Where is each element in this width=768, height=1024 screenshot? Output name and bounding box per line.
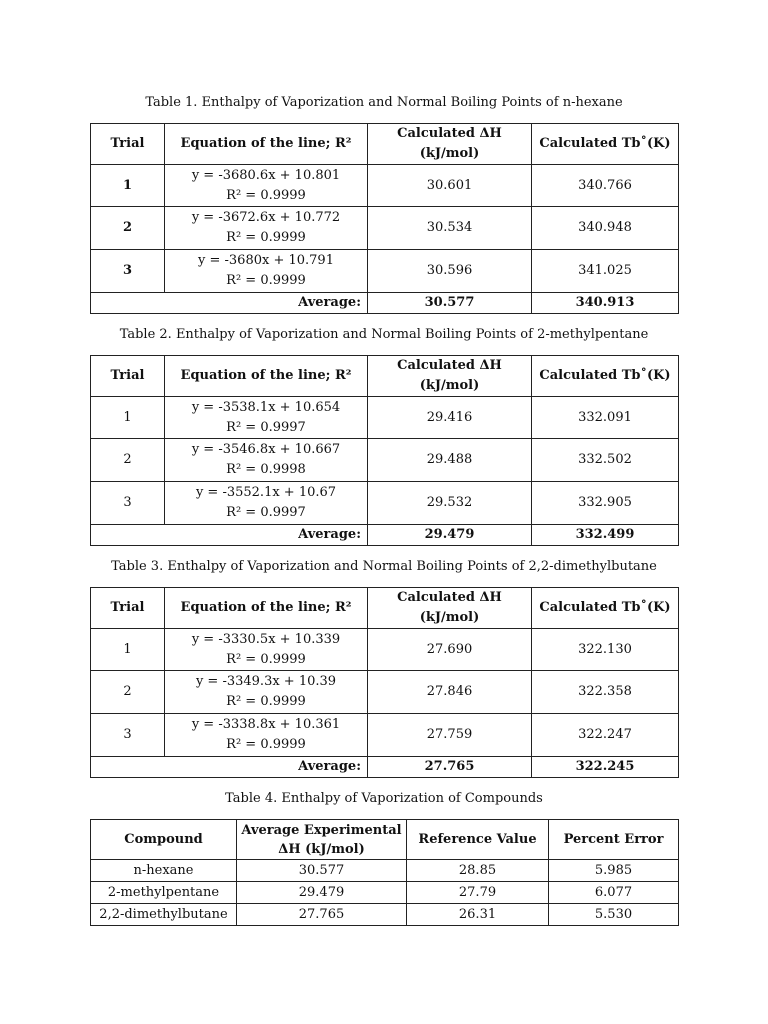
r-squared-text: R² = 0.9999	[226, 694, 306, 709]
table-row	[91, 397, 679, 439]
average-row	[91, 293, 679, 314]
equation-cell	[165, 671, 368, 714]
trial-cell: 1	[91, 165, 165, 207]
equation-cell	[165, 714, 368, 757]
trial-cell: 2	[91, 671, 165, 714]
equation-cell	[165, 439, 368, 482]
header-delta-h: Calculated ΔH (kJ/mol)	[368, 124, 532, 165]
header-average-line-2: ΔH (kJ/mol)	[278, 841, 365, 857]
r-squared-text: R² = 0.9999	[226, 187, 306, 203]
table-3	[90, 587, 679, 778]
equation-text: y = -3349.3x + 10.39	[195, 674, 337, 689]
average-row	[91, 757, 679, 778]
boiling-point-cell: 340.948	[532, 207, 679, 250]
equation-text: y = -3538.1x + 10.654	[191, 399, 341, 415]
average-delta-h: 27.765	[368, 757, 532, 778]
equation-cell	[165, 482, 368, 525]
header-average-line-1: Average Experimental	[241, 822, 402, 838]
trial-cell: 3	[91, 250, 165, 293]
compound-cell: 2,2-dimethylbutane	[91, 904, 237, 926]
table-row	[91, 439, 679, 482]
average-cell: 29.479	[237, 882, 407, 904]
equation-cell	[165, 250, 368, 293]
table-row	[91, 860, 679, 882]
r-squared-text: R² = 0.9999	[226, 230, 306, 245]
header-delta-h: Calculated ΔH (kJ/mol)	[368, 588, 532, 629]
boiling-point-cell: 332.905	[532, 482, 679, 525]
r-squared-text: R² = 0.9999	[226, 273, 306, 288]
delta-h-cell: 30.534	[368, 207, 532, 250]
boiling-point-cell: 340.766	[532, 165, 679, 207]
average-boiling-point: 340.913	[532, 293, 679, 314]
average-delta-h: 30.577	[368, 293, 532, 314]
header-equation: Equation of the line; R²	[165, 356, 368, 397]
equation-cell	[165, 165, 368, 207]
header-trial: Trial	[91, 124, 165, 165]
reference-cell: 26.31	[407, 904, 549, 926]
equation-text: y = -3680.6x + 10.801	[191, 167, 341, 183]
trial-cell: 2	[91, 207, 165, 250]
equation-cell	[165, 207, 368, 250]
table-2	[90, 355, 679, 546]
delta-h-cell: 27.690	[368, 629, 532, 671]
boiling-point-cell: 322.358	[532, 671, 679, 714]
header-reference-value: Reference Value	[407, 820, 549, 860]
header-boiling-point: Calculated Tb˚(K)	[532, 356, 679, 397]
trial-cell: 3	[91, 714, 165, 757]
trial-cell: 3	[91, 482, 165, 525]
header-percent-error: Percent Error	[549, 820, 679, 860]
table-2-caption: Table 2. Enthalpy of Vaporization and Normal Boiling Points of 2-methylpentane	[119, 327, 649, 342]
table-4-caption: Table 4. Enthalpy of Vaporization of Compounds	[225, 791, 543, 806]
error-cell: 6.077	[549, 882, 679, 904]
equation-text: y = -3338.8x + 10.361	[191, 717, 341, 732]
table-row	[91, 207, 679, 250]
table-1	[90, 123, 679, 314]
r-squared-text: R² = 0.9998	[226, 462, 306, 477]
trial-cell: 1	[91, 629, 165, 671]
delta-h-cell: 29.488	[368, 439, 532, 482]
average-cell: 27.765	[237, 904, 407, 926]
table-header-row	[91, 124, 679, 165]
table-1-caption: Table 1. Enthalpy of Vaporization and Normal Boiling Points of n-hexane	[145, 95, 623, 110]
average-delta-h: 29.479	[368, 525, 532, 546]
compound-cell: n-hexane	[91, 860, 237, 882]
r-squared-text: R² = 0.9997	[226, 505, 306, 520]
r-squared-text: R² = 0.9999	[226, 651, 306, 667]
table-row	[91, 250, 679, 293]
error-cell: 5.985	[549, 860, 679, 882]
table-row	[91, 882, 679, 904]
table-row	[91, 165, 679, 207]
equation-text: y = -3672.6x + 10.772	[191, 210, 341, 225]
average-boiling-point: 322.245	[532, 757, 679, 778]
delta-h-cell: 27.846	[368, 671, 532, 714]
average-boiling-point: 332.499	[532, 525, 679, 546]
header-trial: Trial	[91, 356, 165, 397]
equation-cell	[165, 629, 368, 671]
equation-text: y = -3552.1x + 10.67	[195, 485, 337, 500]
delta-h-cell: 30.601	[368, 165, 532, 207]
header-trial: Trial	[91, 588, 165, 629]
table-3-caption: Table 3. Enthalpy of Vaporization and Normal Boiling Points of 2,2-dimethylbutane	[111, 559, 657, 574]
table-row	[91, 904, 679, 926]
average-cell: 30.577	[237, 860, 407, 882]
table-header-row	[91, 820, 679, 860]
boiling-point-cell: 341.025	[532, 250, 679, 293]
header-compound: Compound	[91, 820, 237, 860]
r-squared-text: R² = 0.9999	[226, 737, 306, 752]
reference-cell: 28.85	[407, 860, 549, 882]
equation-text: y = -3680x + 10.791	[198, 253, 334, 268]
average-row	[91, 525, 679, 546]
header-equation: Equation of the line; R²	[165, 588, 368, 629]
boiling-point-cell: 322.247	[532, 714, 679, 757]
table-row	[91, 482, 679, 525]
header-boiling-point: Calculated Tb˚(K)	[532, 124, 679, 165]
average-label: Average:	[91, 757, 368, 778]
r-squared-text: R² = 0.9997	[226, 419, 306, 435]
table-4	[90, 819, 679, 926]
equation-text: y = -3330.5x + 10.339	[191, 631, 341, 647]
boiling-point-cell: 332.502	[532, 439, 679, 482]
table-row	[91, 714, 679, 757]
trial-cell: 2	[91, 439, 165, 482]
trial-cell: 1	[91, 397, 165, 439]
error-cell: 5.530	[549, 904, 679, 926]
delta-h-cell: 27.759	[368, 714, 532, 757]
boiling-point-cell: 322.130	[532, 629, 679, 671]
compound-cell: 2-methylpentane	[91, 882, 237, 904]
delta-h-cell: 29.416	[368, 397, 532, 439]
boiling-point-cell: 332.091	[532, 397, 679, 439]
header-equation: Equation of the line; R²	[165, 124, 368, 165]
header-boiling-point: Calculated Tb˚(K)	[532, 588, 679, 629]
table-row	[91, 671, 679, 714]
delta-h-cell: 30.596	[368, 250, 532, 293]
header-delta-h: Calculated ΔH (kJ/mol)	[368, 356, 532, 397]
average-label: Average:	[91, 293, 368, 314]
delta-h-cell: 29.532	[368, 482, 532, 525]
average-label: Average:	[91, 525, 368, 546]
header-average-experimental	[237, 820, 407, 860]
table-header-row	[91, 588, 679, 629]
reference-cell: 27.79	[407, 882, 549, 904]
table-row	[91, 629, 679, 671]
equation-text: y = -3546.8x + 10.667	[191, 442, 341, 457]
table-header-row	[91, 356, 679, 397]
equation-cell	[165, 397, 368, 439]
